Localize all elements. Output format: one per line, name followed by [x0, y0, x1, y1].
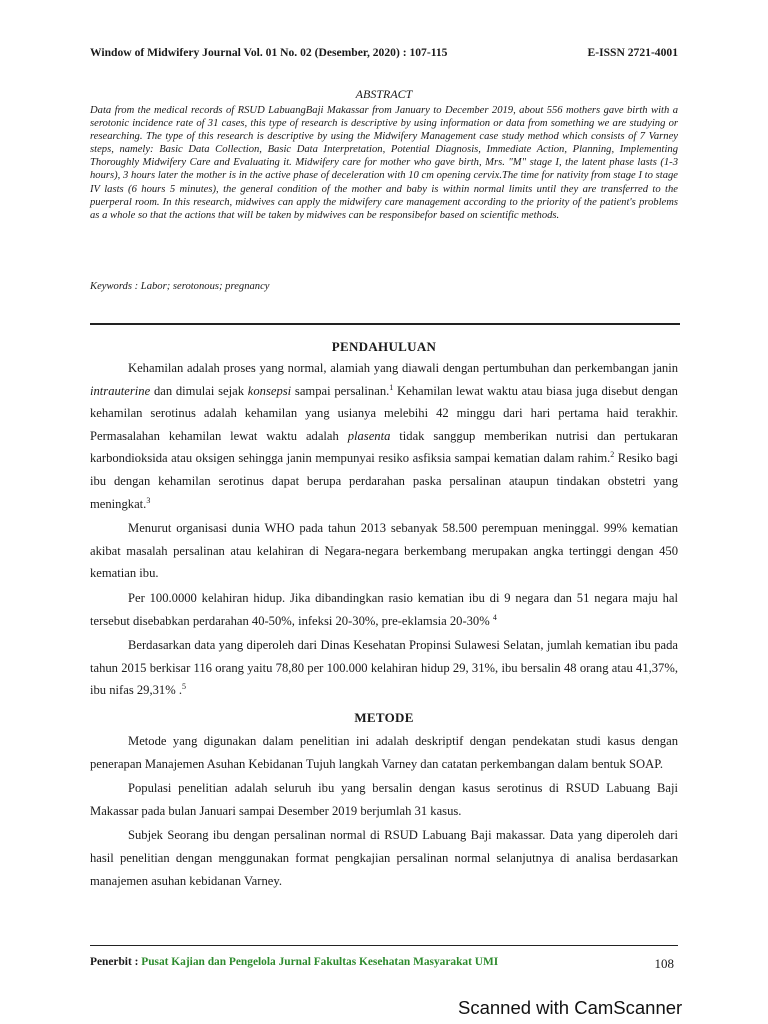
abstract-text: Data from the medical records of RSUD LabuangBaji Makassar from January to December 2019, about 556 mothers gave birth with a serotonic incidence rate of 31 cases, this type of research is descriptive by using information or data from something we are studying or researching. The type of this research is descriptive by using the Midwifery Management case study method which consists of 7 Varney steps, namely: Basic Data Collection, Basic Data Interpretation, Potential Diagnosis, Immediate Action, Planning, Implementing Thoroughly Midwifery Care and Evaluating it. Midwifery care for mother who gave birth, Mrs. "M" stage I, the latent phase lasts (1-3 hours), 3 hours later the mother is in the active phase of deceleration with 10 cm opening cervix.The time for nativity from stage I to stage IV lasts (6 hours 5 minutes), the general condition of the mother and baby is within normal limits until they are transferred to the puerperal room. In this research, midwives can apply the midwifery care management according to the priority of the patient's problems as a whole so that the actions that will be taken by midwives can be responsibefor based on scientific methods.	[90, 105, 678, 221]
italic-term: intrauterine	[90, 383, 151, 398]
text-run: sampai persalinan.	[291, 383, 390, 398]
text-run: Per 100.0000 kelahiran hidup. Jika dibandingkan rasio kematian ibu di 9 negara dan 51 negara maju hal tersebut disebabkan perdarahan 40-50%, infeksi 20-30%, pre-eklamsia 20-30%	[90, 590, 678, 628]
paragraph	[90, 587, 678, 632]
reference-marker: 3	[146, 495, 151, 505]
publisher-name: Pusat Kajian dan Pengelola Jurnal Fakultas Kesehatan Masyarakat UMI	[141, 956, 499, 968]
paragraph: Menurut organisasi dunia WHO pada tahun 2013 sebanyak 58.500 perempuan meninggal. 99% kematian akibat masalah persalinan atau kelahiran di Negara-negara berkembang merupakan angka tertinggi dengan 450 kematian ibu.	[90, 521, 678, 581]
scanner-watermark: Scanned with CamScanner	[458, 997, 683, 1018]
text-run: Kehamilan lewat waktu atau biasa juga disebut dengan kehamilan serotinus adalah kehamilan yang usianya melebihi 42 minggu dari hari pertama haid terakhir. Permasalahan kehamilan lewat waktu adalah	[90, 383, 678, 443]
reference-marker: 2	[610, 450, 615, 460]
page-footer	[90, 951, 678, 973]
text-run: Kehamilan adalah proses yang normal, alamiah yang diawali dengan pertumbuhan dan perkembangan janin	[128, 361, 678, 375]
text-run: tidak sanggup memberikan nutrisi dan pertukaran karbondioksida atau oksigen sehingga janin mempunyai resiko asfiksia sampai kematian dalam rahim.	[90, 428, 678, 466]
paragraph: Populasi penelitian adalah seluruh ibu yang bersalin dengan kasus serotinus di RSUD Labuang Baji Makassar pada bulan Januari sampai Desember 2019 berjumlah 31 kasus.	[90, 781, 678, 818]
section-divider	[90, 323, 680, 325]
paragraph: Metode yang digunakan dalam penelitian ini adalah deskriptif dengan pendekatan studi kasus dengan penerapan Manajemen Asuhan Kebidanan Tujuh langkah Varney dan catatan perkembangan dalam bentuk SOAP.	[90, 734, 678, 771]
italic-term: plasenta	[347, 428, 391, 443]
paragraph	[90, 357, 678, 515]
paragraph	[90, 634, 678, 702]
eissn-label: E-ISSN 2721-4001	[587, 46, 678, 59]
footer-divider	[90, 945, 678, 946]
text-run: Berdasarkan data yang diperoleh dari Dinas Kesehatan Propinsi Sulawesi Selatan, jumlah kematian ibu pada tahun 2015 berkisar 116 orang yaitu 78,80 per 100.000 kelahiran hidup 29, 31%, ibu bersalin 48 orang atau 41,37%, ibu nifas 29,31% .	[90, 638, 678, 698]
paragraph: Subjek Seorang ibu dengan persalinan normal di RSUD Labuang Baji makassar. Data yang diperoleh dari hasil penelitian dengan menggunakan format pengkajian persalinan normal selanjutnya di analisa berdasarkan manajemen asuhan kebidanan Varney.	[90, 828, 678, 888]
pendahuluan-body	[90, 357, 678, 704]
section-title-pendahuluan: PENDAHULUAN	[331, 339, 437, 354]
keywords: Keywords : Labor; serotonous; pregnancy	[90, 281, 270, 292]
text-run: dan dimulai sejak	[150, 383, 248, 398]
page-number: 108	[654, 956, 674, 971]
running-head	[90, 44, 678, 62]
reference-marker: 5	[182, 682, 186, 692]
publisher-label: Penerbit :	[90, 956, 142, 968]
abstract-heading: ABSTRACT	[355, 87, 413, 101]
reference-marker: 4	[492, 612, 497, 622]
reference-marker: 1	[389, 382, 394, 392]
italic-term: konsepsi	[247, 383, 292, 398]
journal-citation: Window of Midwifery Journal Vol. 01 No. 02 (Desember, 2020) : 107-115	[90, 46, 448, 59]
section-title-metode: METODE	[354, 710, 414, 725]
text-run: Resiko bagi ibu dengan kehamilan serotinus dapat berupa perdarahan paska persalinan ataupun tindakan obstetri yang meningkat.	[90, 451, 678, 511]
metode-body	[90, 730, 678, 894]
